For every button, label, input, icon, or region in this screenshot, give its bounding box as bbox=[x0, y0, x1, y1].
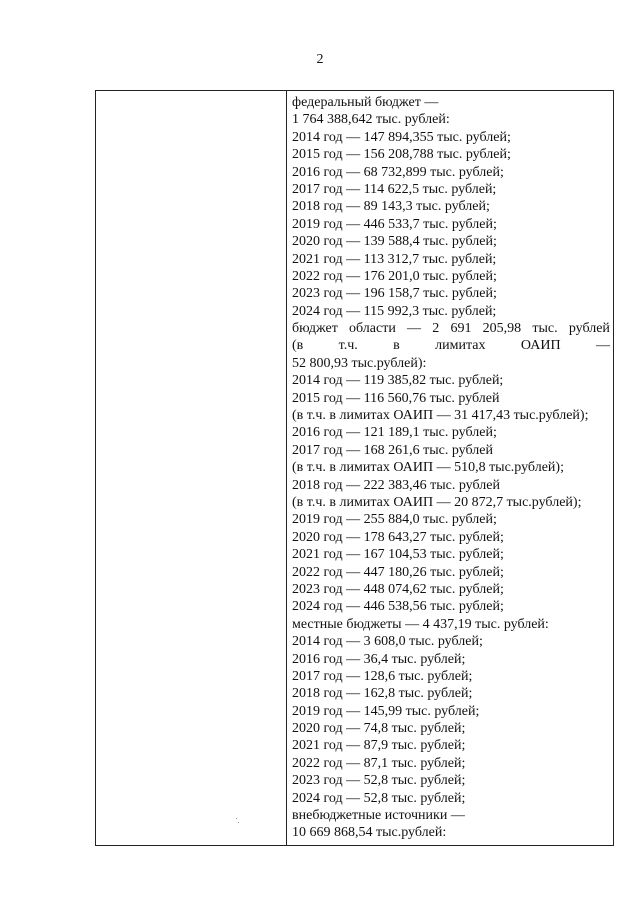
budget-table bbox=[95, 90, 614, 846]
budget-line: 2017 год — 168 261,6 тыс. рублей bbox=[292, 442, 493, 458]
budget-line bbox=[292, 337, 610, 354]
budget-line: 2014 год — 3 608,0 тыс. рублей; bbox=[292, 634, 483, 650]
scan-speck bbox=[238, 822, 239, 823]
budget-line: 1 764 388,642 тыс. рублей: bbox=[292, 112, 450, 128]
budget-line: федеральный бюджет — bbox=[292, 95, 439, 110]
budget-line: 2015 год — 116 560,76 тыс. рублей bbox=[292, 390, 500, 406]
budget-line: 2022 год — 447 180,26 тыс. рублей; bbox=[292, 564, 504, 580]
budget-line: (в т.ч. в лимитах ОАИП — 20 872,7 тыс.рублей); bbox=[292, 494, 582, 510]
budget-line: 2019 год — 255 884,0 тыс. рублей; bbox=[292, 512, 497, 528]
column-divider bbox=[286, 91, 287, 845]
budget-line: 2021 год — 87,9 тыс. рублей; bbox=[292, 738, 466, 754]
budget-line: 2018 год — 222 383,46 тыс. рублей bbox=[292, 477, 500, 493]
budget-line: 2019 год — 145,99 тыс. рублей; bbox=[292, 703, 480, 719]
page-number: 2 bbox=[316, 52, 324, 67]
budget-line-word: бюджет bbox=[292, 321, 338, 337]
budget-line: 2024 год — 446 538,56 тыс. рублей; bbox=[292, 599, 504, 615]
budget-line: 2022 год — 176 201,0 тыс. рублей; bbox=[292, 268, 497, 284]
budget-line: 2023 год — 52,8 тыс. рублей; bbox=[292, 773, 466, 789]
budget-line: 2016 год — 36,4 тыс. рублей; bbox=[292, 651, 466, 667]
budget-line: 2023 год — 196 158,7 тыс. рублей; bbox=[292, 286, 497, 302]
scan-speck bbox=[236, 818, 237, 819]
budget-line: 2018 год — 89 143,3 тыс. рублей; bbox=[292, 199, 490, 215]
budget-line: 2014 год — 147 894,355 тыс. рублей; bbox=[292, 129, 511, 145]
budget-line: 2023 год — 448 074,62 тыс. рублей; bbox=[292, 581, 504, 597]
budget-line-word: области bbox=[349, 321, 396, 337]
budget-line: 2020 год — 178 643,27 тыс. рублей; bbox=[292, 529, 504, 545]
budget-line: 10 669 868,54 тыс.рублей: bbox=[292, 825, 447, 841]
budget-line-word: 691 bbox=[450, 321, 472, 337]
budget-line: 2015 год — 156 208,788 тыс. рублей; bbox=[292, 147, 511, 163]
budget-line-word: рублей bbox=[568, 321, 610, 337]
budget-line: 2016 год — 68 732,899 тыс. рублей; bbox=[292, 164, 504, 180]
budget-line: 2016 год — 121 189,1 тыс. рублей; bbox=[292, 425, 497, 441]
budget-line: 2019 год — 446 533,7 тыс. рублей; bbox=[292, 216, 497, 232]
budget-line: 2017 год — 128,6 тыс. рублей; bbox=[292, 668, 473, 684]
budget-line: местные бюджеты — 4 437,19 тыс. рублей: bbox=[292, 616, 549, 632]
budget-line: 2024 год — 52,8 тыс. рублей; bbox=[292, 790, 466, 806]
budget-line-word: в bbox=[393, 338, 400, 354]
budget-line: 2014 год — 119 385,82 тыс. рублей; bbox=[292, 373, 504, 389]
budget-line: 2017 год — 114 622,5 тыс. рублей; bbox=[292, 181, 497, 197]
budget-line-word: ОАИП bbox=[520, 338, 561, 354]
budget-line: 2021 год — 167 104,53 тыс. рублей; bbox=[292, 547, 504, 563]
budget-line: внебюджетные источники — bbox=[292, 808, 465, 824]
budget-line: 2020 год — 74,8 тыс. рублей; bbox=[292, 721, 466, 737]
budget-line-word: (в bbox=[292, 338, 304, 354]
budget-line: (в т.ч. в лимитах ОАИП — 31 417,43 тыс.рублей); bbox=[292, 408, 589, 424]
budget-line-word: — bbox=[407, 321, 422, 337]
budget-line-word: тыс. bbox=[532, 321, 558, 337]
budget-line: 2021 год — 113 312,7 тыс. рублей; bbox=[292, 251, 497, 267]
budget-line-word: т.ч. bbox=[338, 338, 358, 354]
budget-line: 2022 год — 87,1 тыс. рублей; bbox=[292, 755, 466, 771]
budget-line: 52 800,93 тыс.рублей): bbox=[292, 355, 427, 371]
budget-line: 2018 год — 162,8 тыс. рублей; bbox=[292, 686, 473, 702]
budget-line-word: лимитах bbox=[435, 338, 486, 354]
budget-line-word: 2 bbox=[432, 321, 440, 337]
budget-line-word: — bbox=[595, 338, 610, 354]
budget-line: 2024 год — 115 992,3 тыс. рублей; bbox=[292, 303, 497, 319]
budget-line: (в т.ч. в лимитах ОАИП — 510,8 тыс.рублей); bbox=[292, 460, 564, 476]
budget-line bbox=[292, 320, 610, 337]
budget-line-word: 205,98 bbox=[482, 321, 522, 337]
budget-line: 2020 год — 139 588,4 тыс. рублей; bbox=[292, 234, 497, 250]
table-cell-right bbox=[292, 94, 610, 842]
